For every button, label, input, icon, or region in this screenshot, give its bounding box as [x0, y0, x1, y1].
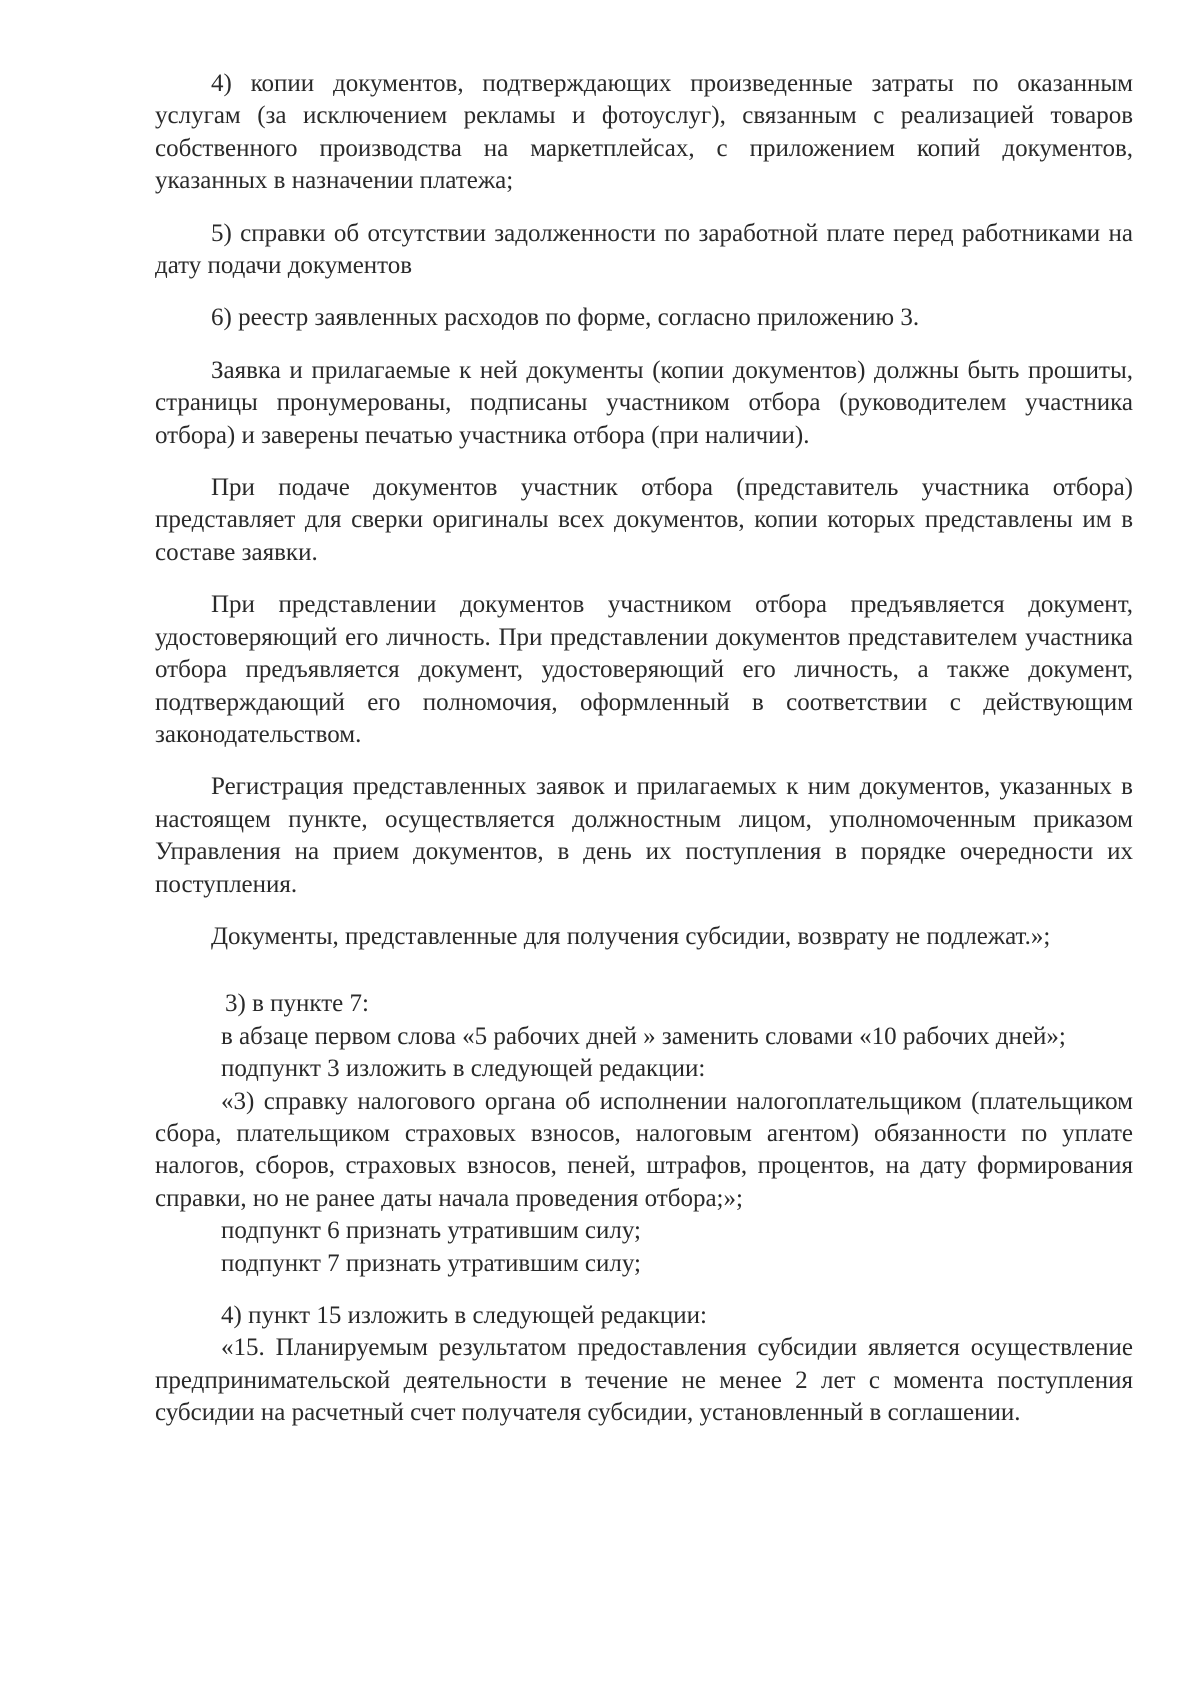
- amendment-3-first-paragraph: в абзаце первом слова «5 рабочих дней » заменить словами «10 рабочих дней»;: [221, 1022, 1066, 1050]
- amendment-3-subitem-7: подпункт 7 признать утратившим силу;: [221, 1249, 641, 1277]
- paragraph-no-return: Документы, представленные для получения субсидии, возврату не подлежат.»;: [211, 922, 1051, 950]
- amendment-3-subitem-3-text: «3) справку налогового органа об исполнении налогоплательщиком (плательщиком сбора, плательщиком страховых взносов, налоговым агентом) обязанности по уплате налогов, сборов, страховых взносов, пеней, штрафов, процентов, на дату формирования справки, но не ранее даты начала проведения отбора;»;: [155, 1087, 1133, 1212]
- paragraph-registration: Регистрация представленных заявок и прилагаемых к ним документов, указанных в настоящем пункте, осуществляется должностным лицом, уполномоченным приказом Управления на прием документов, в день их поступления в порядке очередности их поступления.: [155, 773, 1133, 898]
- paragraph-identity-document: При представлении документов участником отбора предъявляется документ, удостоверяющий его личность. При представлении документов представителем участника отбора предъявляется документ, удостоверяющий его личность, а также документ, подтверждающий его полномочия, оформленный в соответствии с действующим законодательством.: [155, 591, 1133, 748]
- amendment-4-heading: 4) пункт 15 изложить в следующей редакции:: [221, 1302, 707, 1329]
- paragraph-item-4: 4) копии документов, подтверждающих произведенные затраты по оказанным услугам (за исключением рекламы и фотоуслуг), связанным с реализацией товаров собственного производства на маркетплейсах, с приложением копий документов, указанных в назначении платежа;: [155, 70, 1133, 195]
- paragraph-originals-verification: При подаче документов участник отбора (представитель участника отбора) представляет для сверки оригиналы всех документов, копии которых представлены им в составе заявки.: [155, 474, 1133, 566]
- paragraph-item-6: 6) реестр заявленных расходов по форме, согласно приложению 3.: [211, 304, 920, 332]
- document-page: [155, 68, 1133, 1430]
- amendment-4-text: «15. Планируемым результатом предоставления субсидии является осуществление предпринимательской деятельности в течение не менее 2 лет с момента поступления субсидии на расчетный счет получателя субсидии, установленный в соглашении.: [155, 1334, 1133, 1427]
- paragraph-application-requirements: Заявка и прилагаемые к ней документы (копии документов) должны быть прошиты, страницы пронумерованы, подписаны участником отбора (руководителем участника отбора) и заверены печатью участника отбора (при наличии).: [155, 356, 1133, 449]
- paragraph-item-5: 5) справки об отсутствии задолженности по заработной плате перед работниками на дату подачи документов: [155, 219, 1133, 280]
- amendment-3-heading: 3) в пункте 7:: [225, 990, 369, 1018]
- amendment-3-subitem-6: подпункт 6 признать утратившим силу;: [221, 1217, 641, 1245]
- amendment-3-subitem-3-heading: подпункт 3 изложить в следующей редакции:: [221, 1055, 706, 1083]
